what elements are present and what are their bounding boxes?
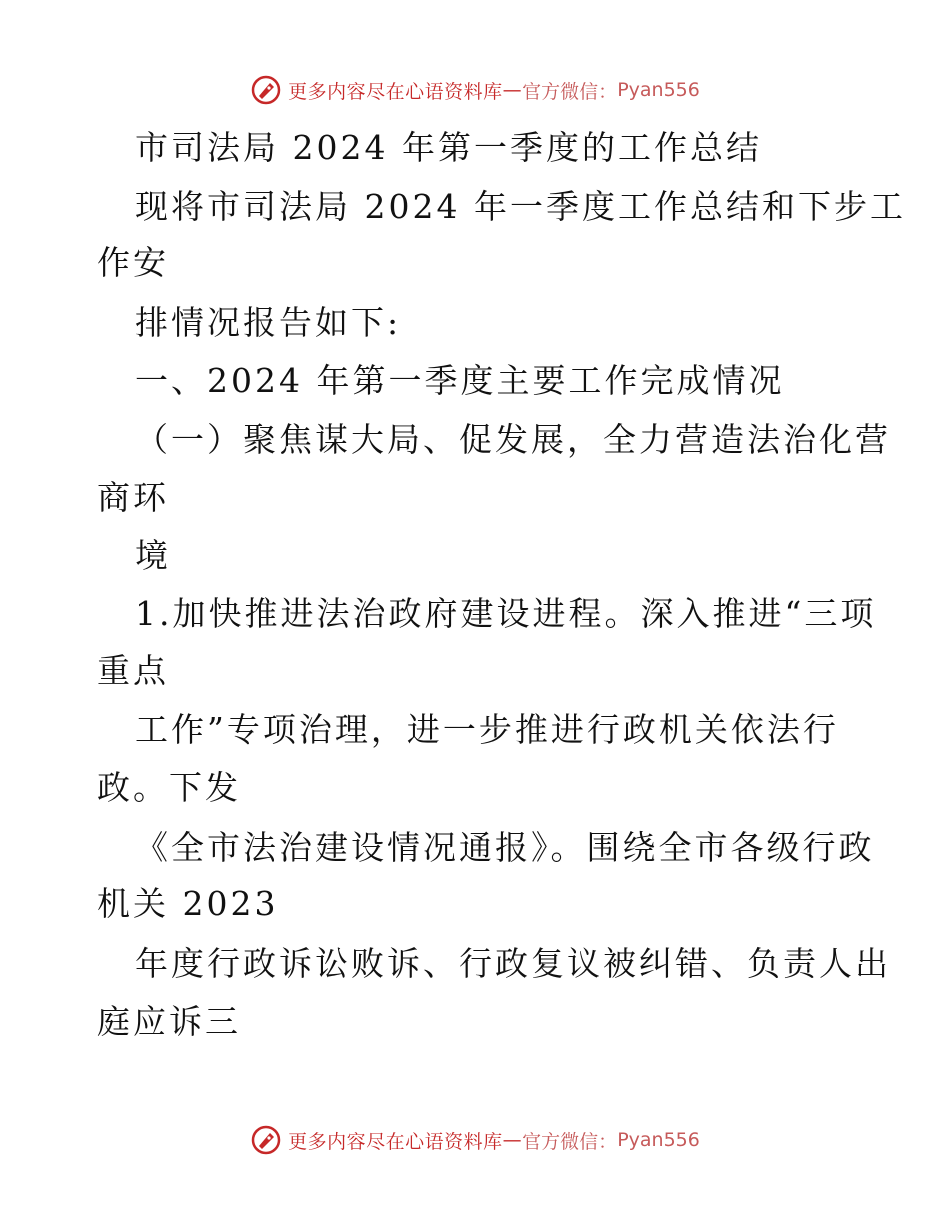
paragraph-line: 机关 2023 xyxy=(97,884,279,923)
watermark-footer xyxy=(0,1120,950,1160)
watermark-wechat-id: Pyan556 xyxy=(617,79,700,101)
watermark-wechat-label: 官方微信： xyxy=(522,1130,618,1153)
paragraph-line: 1.加快推进法治政府建设进程。深入推进“三项 xyxy=(135,594,877,633)
pen-nib-circle-icon xyxy=(250,1124,282,1156)
paragraph-line: 《全市法治建设情况通报》。围绕全市各级行政 xyxy=(135,828,875,867)
paragraph-line: 商环 xyxy=(97,478,169,517)
paragraph-line: 作安 xyxy=(97,243,169,282)
watermark-wechat-label: 官方微信： xyxy=(522,80,618,103)
paragraph-line: 现将市司法局 2024 年一季度工作总结和下步工 xyxy=(135,187,906,226)
paragraph-line: 工作”专项治理，进一步推进行政机关依法行 xyxy=(135,710,839,749)
paragraph-line: 重点 xyxy=(97,651,169,690)
pen-nib-circle-icon xyxy=(250,74,282,106)
watermark-text: 更多内容尽在心语资料库 xyxy=(288,1130,503,1153)
subsection-heading: （一）聚焦谋大局、促发展，全力营造法治化营 xyxy=(135,420,891,459)
paragraph-line: 排情况报告如下: xyxy=(135,303,402,342)
watermark-dash: — xyxy=(502,79,523,101)
paragraph-line: 年度行政诉讼败诉、行政复议被纠错、负责人出 xyxy=(135,944,891,983)
watermark-wechat-id: Pyan556 xyxy=(617,1129,700,1151)
watermark-text: 更多内容尽在心语资料库 xyxy=(288,80,503,103)
watermark-header xyxy=(0,70,950,110)
paragraph-line: 政。下发 xyxy=(97,768,241,807)
watermark-dash: — xyxy=(502,1129,523,1151)
paragraph-line: 境 xyxy=(135,536,171,575)
section-heading: 一、2024 年第一季度主要工作完成情况 xyxy=(135,361,785,400)
document-title: 市司法局 2024 年第一季度的工作总结 xyxy=(135,128,762,167)
paragraph-line: 庭应诉三 xyxy=(97,1002,241,1041)
